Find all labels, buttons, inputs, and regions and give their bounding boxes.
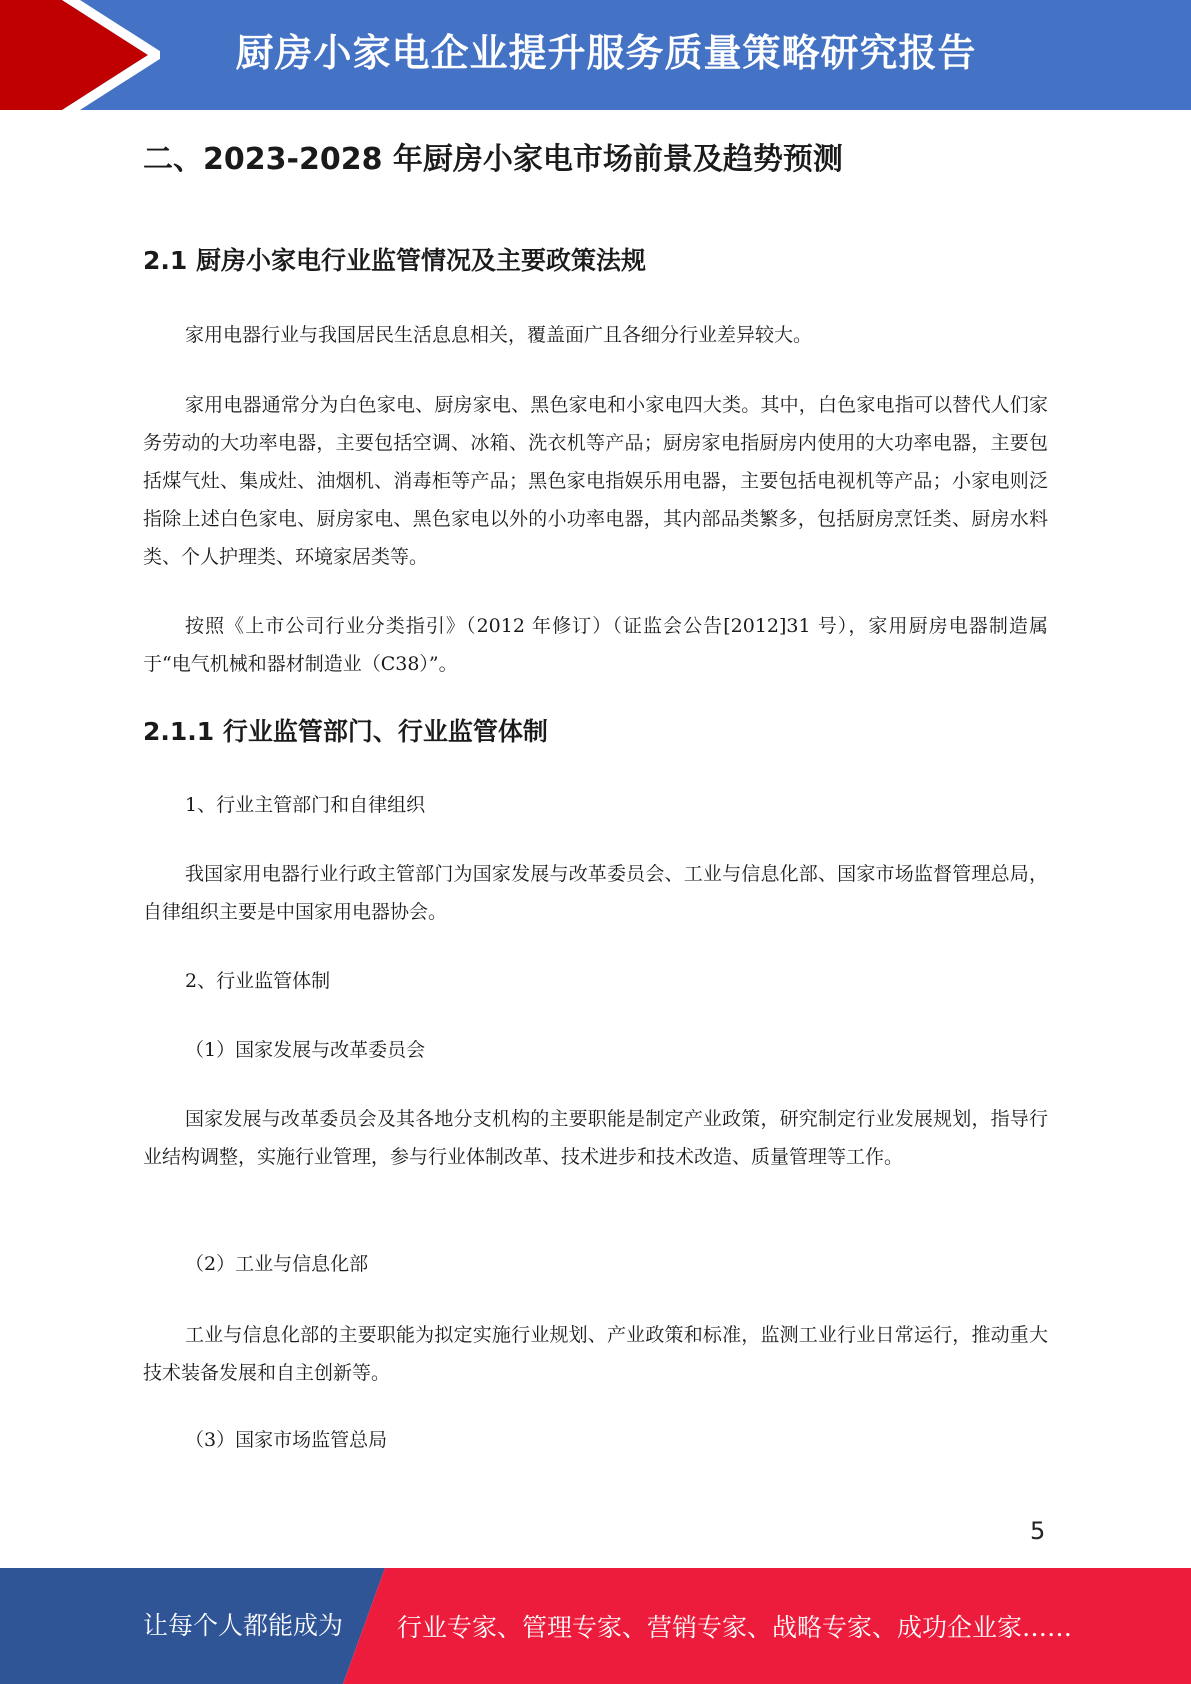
item-2-label: 2、行业监管体制 [185,970,331,992]
paragraph-intro: 家用电器行业与我国居民生活息息相关，覆盖面广且各细分行业差异较大。 [185,324,813,346]
item-1-paragraph: 我国家用电器行业行政主管部门为国家发展与改革委员会、工业与信息化部、国家市场监督管理总局，自律组织主要是中国家用电器协会。 [143,863,1048,923]
report-title: 厨房小家电企业提升服务质量策略研究报告 [235,31,977,75]
sub-item-2-paragraph: 工业与信息化部的主要职能为拟定实施行业规划、产业政策和标准，监测工业行业日常运行，推动重大技术装备发展和自主创新等。 [143,1324,1048,1384]
sub-item-1-label: （1）国家发展与改革委员会 [185,1039,426,1061]
paragraph-appliance-categories: 家用电器通常分为白色家电、厨房家电、黑色家电和小家电四大类。其中，白色家电指可以替代人们家务劳动的大功率电器，主要包括空调、冰箱、洗衣机等产品；厨房家电指厨房内使用的大功率电器，主要包括煤气灶、集成灶、油烟机、消毒柜等产品；黑色家电指娱乐用电器，主要包括电视机等产品；小家电则泛指除上述白色家电、厨房家电、黑色家电以外的小功率电器，其内部品类繁多，包括厨房烹饪类、厨房水料类、个人护理类、环境家居类等。 [143,394,1048,568]
subsection-2-1-1-heading: 2.1.1 行业监管部门、行业监管体制 [143,717,548,746]
footer-slogan-right: 行业专家、管理专家、营销专家、战略专家、成功企业家…… [397,1613,1073,1642]
page-header-band [0,0,1191,110]
sub-item-1-paragraph: 国家发展与改革委员会及其各地分支机构的主要职能是制定产业政策，研究制定行业发展规划，指导行业结构调整，实施行业管理，参与行业体制改革、技术进步和技术改造、质量管理等工作。 [143,1108,1048,1168]
subsection-2-1-heading: 2.1 厨房小家电行业监管情况及主要政策法规 [143,246,646,275]
page-number: 5 [1030,1517,1046,1545]
page-footer-band [0,1568,1191,1684]
paragraph-industry-classification: 按照《上市公司行业分类指引》（2012 年修订）（证监会公告[2012]31 号），家用厨房电器制造属于“电气机械和器材制造业（C38）”。 [143,615,1048,675]
item-1-label: 1、行业主管部门和自律组织 [185,794,426,816]
sub-item-3-label: （3）国家市场监管总局 [185,1429,388,1451]
footer-slogan-left: 让每个人都能成为 [143,1611,344,1640]
section-heading: 二、2023-2028 年厨房小家电市场前景及趋势预测 [143,142,843,177]
sub-item-2-label: （2）工业与信息化部 [185,1253,369,1275]
